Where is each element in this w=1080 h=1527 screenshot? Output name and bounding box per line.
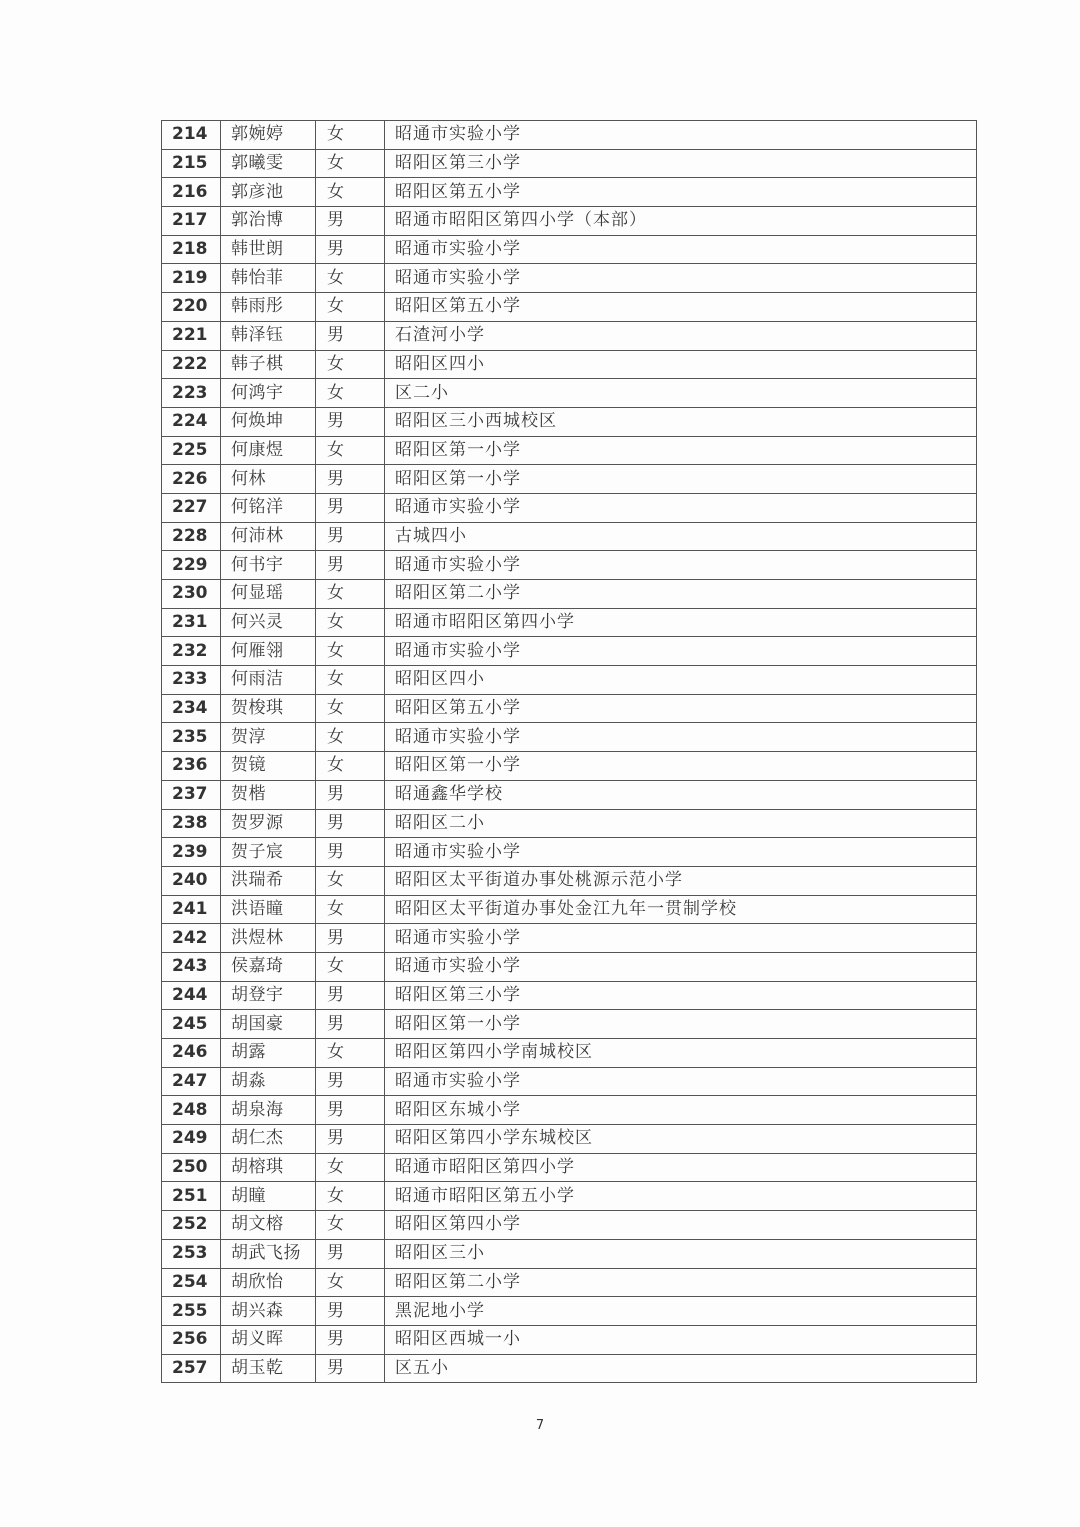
row-number-cell: 226 xyxy=(162,465,221,494)
gender-cell: 男 xyxy=(316,780,385,809)
student-name-cell: 胡武飞扬 xyxy=(221,1239,316,1268)
gender-cell: 男 xyxy=(316,493,385,522)
gender-cell: 男 xyxy=(316,1010,385,1039)
student-name-cell: 胡义晖 xyxy=(221,1325,316,1354)
table-row xyxy=(162,580,977,609)
school-cell: 昭阳区第一小学 xyxy=(385,1010,977,1039)
school-cell: 昭通市实验小学 xyxy=(385,924,977,953)
table-row xyxy=(162,293,977,322)
school-cell: 昭通市实验小学 xyxy=(385,493,977,522)
school-cell: 区五小 xyxy=(385,1354,977,1383)
school-cell: 昭阳区三小 xyxy=(385,1239,977,1268)
student-name-cell: 郭彦池 xyxy=(221,178,316,207)
school-cell: 昭通市昭阳区第四小学（本部） xyxy=(385,207,977,236)
student-name-cell: 贺梭琪 xyxy=(221,694,316,723)
row-number-cell: 225 xyxy=(162,436,221,465)
row-number-cell: 235 xyxy=(162,723,221,752)
gender-cell: 女 xyxy=(316,666,385,695)
row-number-cell: 248 xyxy=(162,1096,221,1125)
row-number-cell: 238 xyxy=(162,809,221,838)
student-name-cell: 韩雨彤 xyxy=(221,293,316,322)
gender-cell: 女 xyxy=(316,1268,385,1297)
school-cell: 昭阳区第五小学 xyxy=(385,178,977,207)
row-number-cell: 224 xyxy=(162,407,221,436)
gender-cell: 男 xyxy=(316,1239,385,1268)
row-number-cell: 241 xyxy=(162,895,221,924)
table-row xyxy=(162,1354,977,1383)
gender-cell: 男 xyxy=(316,321,385,350)
student-name-cell: 何铭洋 xyxy=(221,493,316,522)
row-number-cell: 253 xyxy=(162,1239,221,1268)
school-cell: 昭通市实验小学 xyxy=(385,723,977,752)
table-row xyxy=(162,1182,977,1211)
row-number-cell: 214 xyxy=(162,121,221,150)
gender-cell: 女 xyxy=(316,121,385,150)
table-row xyxy=(162,149,977,178)
row-number-cell: 234 xyxy=(162,694,221,723)
student-name-cell: 胡兴森 xyxy=(221,1297,316,1326)
school-cell: 昭阳区第二小学 xyxy=(385,1268,977,1297)
school-cell: 昭通市昭阳区第四小学 xyxy=(385,1153,977,1182)
gender-cell: 男 xyxy=(316,809,385,838)
table-row xyxy=(162,694,977,723)
table-row xyxy=(162,866,977,895)
student-name-cell: 郭治博 xyxy=(221,207,316,236)
gender-cell: 男 xyxy=(316,1125,385,1154)
student-name-cell: 何雁翎 xyxy=(221,637,316,666)
table-row xyxy=(162,752,977,781)
gender-cell: 女 xyxy=(316,1153,385,1182)
student-name-cell: 胡欣怡 xyxy=(221,1268,316,1297)
school-cell: 昭通市实验小学 xyxy=(385,121,977,150)
gender-cell: 男 xyxy=(316,1325,385,1354)
student-name-cell: 何鸿宇 xyxy=(221,379,316,408)
table-row xyxy=(162,178,977,207)
roster-body xyxy=(162,121,977,1383)
table-row xyxy=(162,379,977,408)
student-name-cell: 郭曦雯 xyxy=(221,149,316,178)
row-number-cell: 236 xyxy=(162,752,221,781)
table-row xyxy=(162,1010,977,1039)
student-name-cell: 贺镜 xyxy=(221,752,316,781)
row-number-cell: 227 xyxy=(162,493,221,522)
table-row xyxy=(162,809,977,838)
student-name-cell: 胡榕琪 xyxy=(221,1153,316,1182)
page-number: 7 xyxy=(535,1418,545,1433)
table-row xyxy=(162,1039,977,1068)
school-cell: 古城四小 xyxy=(385,522,977,551)
gender-cell: 男 xyxy=(316,551,385,580)
table-row xyxy=(162,723,977,752)
student-name-cell: 郭婉婷 xyxy=(221,121,316,150)
row-number-cell: 254 xyxy=(162,1268,221,1297)
gender-cell: 女 xyxy=(316,293,385,322)
row-number-cell: 222 xyxy=(162,350,221,379)
school-cell: 昭阳区第一小学 xyxy=(385,752,977,781)
table-row xyxy=(162,952,977,981)
gender-cell: 男 xyxy=(316,1297,385,1326)
gender-cell: 女 xyxy=(316,178,385,207)
gender-cell: 男 xyxy=(316,407,385,436)
gender-cell: 女 xyxy=(316,350,385,379)
row-number-cell: 237 xyxy=(162,780,221,809)
student-name-cell: 何康煜 xyxy=(221,436,316,465)
school-cell: 区二小 xyxy=(385,379,977,408)
student-name-cell: 贺淳 xyxy=(221,723,316,752)
row-number-cell: 249 xyxy=(162,1125,221,1154)
row-number-cell: 223 xyxy=(162,379,221,408)
school-cell: 昭阳区第二小学 xyxy=(385,580,977,609)
table-row xyxy=(162,1096,977,1125)
student-name-cell: 洪瑞希 xyxy=(221,866,316,895)
table-row xyxy=(162,321,977,350)
table-row xyxy=(162,493,977,522)
student-name-cell: 胡玉乾 xyxy=(221,1354,316,1383)
student-name-cell: 胡文榕 xyxy=(221,1211,316,1240)
row-number-cell: 231 xyxy=(162,608,221,637)
student-name-cell: 胡露 xyxy=(221,1039,316,1068)
gender-cell: 男 xyxy=(316,207,385,236)
school-cell: 昭阳区二小 xyxy=(385,809,977,838)
row-number-cell: 257 xyxy=(162,1354,221,1383)
table-row xyxy=(162,350,977,379)
row-number-cell: 243 xyxy=(162,952,221,981)
student-name-cell: 韩世朗 xyxy=(221,235,316,264)
school-cell: 昭阳区太平街道办事处桃源示范小学 xyxy=(385,866,977,895)
table-row xyxy=(162,608,977,637)
school-cell: 昭通市实验小学 xyxy=(385,264,977,293)
gender-cell: 女 xyxy=(316,436,385,465)
gender-cell: 男 xyxy=(316,838,385,867)
table-row xyxy=(162,235,977,264)
school-cell: 昭通市实验小学 xyxy=(385,235,977,264)
school-cell: 昭通市昭阳区第四小学 xyxy=(385,608,977,637)
student-name-cell: 何雨洁 xyxy=(221,666,316,695)
row-number-cell: 242 xyxy=(162,924,221,953)
gender-cell: 女 xyxy=(316,149,385,178)
row-number-cell: 215 xyxy=(162,149,221,178)
student-name-cell: 胡国豪 xyxy=(221,1010,316,1039)
gender-cell: 女 xyxy=(316,752,385,781)
school-cell: 石渣河小学 xyxy=(385,321,977,350)
row-number-cell: 216 xyxy=(162,178,221,207)
row-number-cell: 247 xyxy=(162,1067,221,1096)
school-cell: 黑泥地小学 xyxy=(385,1297,977,1326)
school-cell: 昭阳区第一小学 xyxy=(385,436,977,465)
table-row xyxy=(162,1325,977,1354)
gender-cell: 男 xyxy=(316,522,385,551)
table-row xyxy=(162,522,977,551)
student-name-cell: 胡泉海 xyxy=(221,1096,316,1125)
student-name-cell: 贺罗源 xyxy=(221,809,316,838)
table-row xyxy=(162,1153,977,1182)
row-number-cell: 220 xyxy=(162,293,221,322)
school-cell: 昭阳区太平街道办事处金江九年一贯制学校 xyxy=(385,895,977,924)
row-number-cell: 239 xyxy=(162,838,221,867)
school-cell: 昭通市实验小学 xyxy=(385,838,977,867)
student-name-cell: 侯嘉琦 xyxy=(221,952,316,981)
table-row xyxy=(162,1268,977,1297)
gender-cell: 男 xyxy=(316,1067,385,1096)
school-cell: 昭通市实验小学 xyxy=(385,1067,977,1096)
gender-cell: 男 xyxy=(316,924,385,953)
school-cell: 昭阳区第四小学 xyxy=(385,1211,977,1240)
table-row xyxy=(162,207,977,236)
table-row xyxy=(162,981,977,1010)
gender-cell: 男 xyxy=(316,465,385,494)
school-cell: 昭通市实验小学 xyxy=(385,551,977,580)
gender-cell: 女 xyxy=(316,952,385,981)
student-name-cell: 胡登宇 xyxy=(221,981,316,1010)
table-row xyxy=(162,666,977,695)
table-row xyxy=(162,121,977,150)
row-number-cell: 219 xyxy=(162,264,221,293)
school-cell: 昭阳区第五小学 xyxy=(385,293,977,322)
gender-cell: 女 xyxy=(316,637,385,666)
student-name-cell: 何兴灵 xyxy=(221,608,316,637)
gender-cell: 男 xyxy=(316,981,385,1010)
table-row xyxy=(162,1125,977,1154)
gender-cell: 女 xyxy=(316,264,385,293)
school-cell: 昭阳区四小 xyxy=(385,350,977,379)
row-number-cell: 252 xyxy=(162,1211,221,1240)
school-cell: 昭阳区西城一小 xyxy=(385,1325,977,1354)
student-name-cell: 贺子宸 xyxy=(221,838,316,867)
school-cell: 昭阳区四小 xyxy=(385,666,977,695)
row-number-cell: 218 xyxy=(162,235,221,264)
student-name-cell: 何显瑶 xyxy=(221,580,316,609)
gender-cell: 女 xyxy=(316,580,385,609)
school-cell: 昭阳区第四小学东城校区 xyxy=(385,1125,977,1154)
table-row xyxy=(162,1211,977,1240)
table-row xyxy=(162,924,977,953)
row-number-cell: 232 xyxy=(162,637,221,666)
row-number-cell: 251 xyxy=(162,1182,221,1211)
table-row xyxy=(162,637,977,666)
row-number-cell: 221 xyxy=(162,321,221,350)
school-cell: 昭通市实验小学 xyxy=(385,952,977,981)
student-name-cell: 贺楷 xyxy=(221,780,316,809)
row-number-cell: 256 xyxy=(162,1325,221,1354)
row-number-cell: 245 xyxy=(162,1010,221,1039)
school-cell: 昭阳区第四小学南城校区 xyxy=(385,1039,977,1068)
table-row xyxy=(162,436,977,465)
row-number-cell: 250 xyxy=(162,1153,221,1182)
student-name-cell: 何焕坤 xyxy=(221,407,316,436)
table-row xyxy=(162,838,977,867)
student-name-cell: 何林 xyxy=(221,465,316,494)
gender-cell: 女 xyxy=(316,379,385,408)
gender-cell: 男 xyxy=(316,1354,385,1383)
student-name-cell: 何沛林 xyxy=(221,522,316,551)
gender-cell: 女 xyxy=(316,1039,385,1068)
row-number-cell: 233 xyxy=(162,666,221,695)
student-name-cell: 韩子棋 xyxy=(221,350,316,379)
gender-cell: 女 xyxy=(316,895,385,924)
row-number-cell: 255 xyxy=(162,1297,221,1326)
school-cell: 昭阳区第三小学 xyxy=(385,149,977,178)
student-roster-table xyxy=(161,120,977,1383)
student-name-cell: 洪语瞳 xyxy=(221,895,316,924)
row-number-cell: 230 xyxy=(162,580,221,609)
school-cell: 昭阳区第五小学 xyxy=(385,694,977,723)
gender-cell: 女 xyxy=(316,1182,385,1211)
school-cell: 昭通市昭阳区第五小学 xyxy=(385,1182,977,1211)
table-row xyxy=(162,551,977,580)
student-name-cell: 何书宇 xyxy=(221,551,316,580)
student-name-cell: 胡仁杰 xyxy=(221,1125,316,1154)
gender-cell: 女 xyxy=(316,866,385,895)
gender-cell: 男 xyxy=(316,1096,385,1125)
table-row xyxy=(162,465,977,494)
table-row xyxy=(162,780,977,809)
table-row xyxy=(162,407,977,436)
row-number-cell: 246 xyxy=(162,1039,221,1068)
gender-cell: 女 xyxy=(316,1211,385,1240)
school-cell: 昭阳区东城小学 xyxy=(385,1096,977,1125)
gender-cell: 男 xyxy=(316,235,385,264)
table-row xyxy=(162,1297,977,1326)
student-name-cell: 胡瞳 xyxy=(221,1182,316,1211)
row-number-cell: 229 xyxy=(162,551,221,580)
gender-cell: 女 xyxy=(316,723,385,752)
student-name-cell: 韩泽钰 xyxy=(221,321,316,350)
school-cell: 昭阳区第一小学 xyxy=(385,465,977,494)
table-row xyxy=(162,1239,977,1268)
school-cell: 昭通市实验小学 xyxy=(385,637,977,666)
student-name-cell: 韩怡菲 xyxy=(221,264,316,293)
row-number-cell: 240 xyxy=(162,866,221,895)
student-name-cell: 洪煜林 xyxy=(221,924,316,953)
row-number-cell: 244 xyxy=(162,981,221,1010)
row-number-cell: 228 xyxy=(162,522,221,551)
student-name-cell: 胡淼 xyxy=(221,1067,316,1096)
school-cell: 昭阳区第三小学 xyxy=(385,981,977,1010)
gender-cell: 女 xyxy=(316,608,385,637)
gender-cell: 女 xyxy=(316,694,385,723)
school-cell: 昭通鑫华学校 xyxy=(385,780,977,809)
table-row xyxy=(162,1067,977,1096)
row-number-cell: 217 xyxy=(162,207,221,236)
table-row xyxy=(162,895,977,924)
table-row xyxy=(162,264,977,293)
school-cell: 昭阳区三小西城校区 xyxy=(385,407,977,436)
